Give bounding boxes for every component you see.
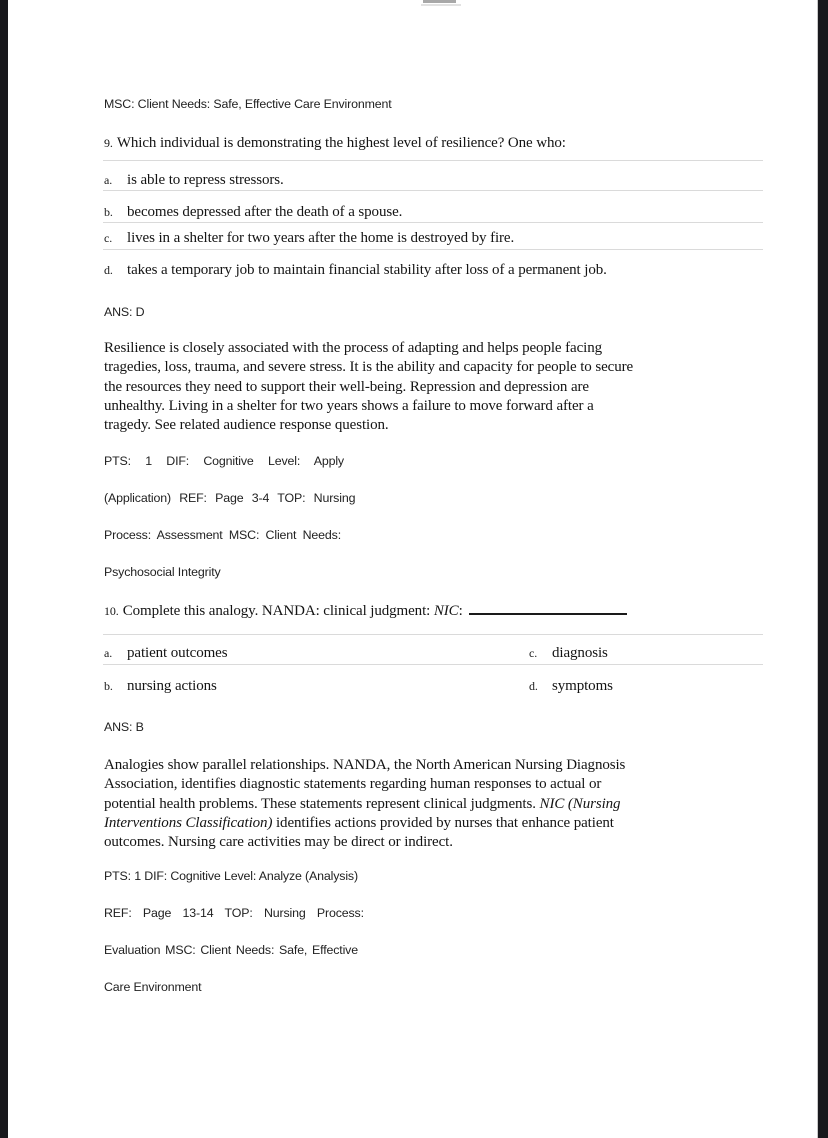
q9-option-d xyxy=(104,261,607,280)
rationale-segment: identifies actions provided by nurses that enhance patient xyxy=(272,814,614,831)
option-text: is able to repress stressors. xyxy=(127,172,284,188)
q10-meta-care: Care Environment xyxy=(104,980,202,994)
q10-meta-pts: PTS: 1 DIF: Cognitive Level: Analyze (Analysis) xyxy=(104,869,358,883)
q10-option-c xyxy=(529,644,608,663)
rationale-line: the resources they need to support their well-being. Repression and depression are xyxy=(104,378,589,395)
q10-question-italic: NIC xyxy=(433,603,459,619)
q9-option-c xyxy=(104,229,514,248)
q10-answer: ANS: B xyxy=(104,720,144,734)
option-text: takes a temporary job to maintain financial stability after loss of a permanent job. xyxy=(127,262,607,278)
option-letter: c. xyxy=(104,231,113,245)
answer-blank-line xyxy=(469,613,627,615)
rationale-line: Analogies show parallel relationships. NANDA, the North American Nursing Diagnosis xyxy=(104,757,626,773)
q9-rationale xyxy=(104,339,633,435)
divider xyxy=(103,160,763,161)
q10-meta-eval: Evaluation MSC: Client Needs: Safe, Effective xyxy=(104,943,358,957)
rationale-line: tragedies, loss, trauma, and severe stress. It is the ability and capacity for people to secure xyxy=(104,359,634,376)
q9-answer: ANS: D xyxy=(104,305,145,319)
option-letter: d. xyxy=(104,263,113,277)
option-text: nursing actions xyxy=(127,678,217,694)
divider xyxy=(103,190,763,191)
q9-meta-integrity: Psychosocial Integrity xyxy=(104,565,221,579)
rationale-line xyxy=(104,814,625,833)
page-top-artifact-shadow xyxy=(421,4,461,6)
rationale-line: Resilience is closely associated with the process of adapting and helps people facing xyxy=(104,340,603,356)
document-page xyxy=(8,0,818,1138)
q9-option-b xyxy=(104,203,402,222)
q10-question xyxy=(104,602,627,621)
option-letter: a. xyxy=(104,173,113,187)
rationale-segment-italic: NIC (Nursing xyxy=(539,795,621,812)
option-text: symptoms xyxy=(552,678,613,694)
rationale-line: tragedy. See related audience response question. xyxy=(104,417,389,434)
q9-meta-pts: PTS: 1 DIF: Cognitive Level: Apply xyxy=(104,454,344,468)
rationale-line: Association, identifies diagnostic statements regarding human responses to actual or xyxy=(104,776,602,793)
q9-question-text: Which individual is demonstrating the highest level of resilience? One who: xyxy=(116,135,566,151)
q9-option-a xyxy=(104,171,284,190)
rationale-line xyxy=(104,795,625,814)
option-text: becomes depressed after the death of a spouse. xyxy=(127,204,403,220)
viewer-frame-right xyxy=(817,0,828,1138)
q10-rationale xyxy=(104,756,625,852)
option-letter: d. xyxy=(529,679,538,693)
option-letter: c. xyxy=(529,646,538,660)
q9-msc-header: MSC: Client Needs: Safe, Effective Care Environment xyxy=(104,97,392,111)
divider xyxy=(103,249,763,250)
option-letter: b. xyxy=(104,679,113,693)
viewer-frame-left xyxy=(0,0,8,1138)
page-top-artifact xyxy=(423,0,456,3)
rationale-line: unhealthy. Living in a shelter for two years shows a failure to move forward after a xyxy=(104,397,594,414)
q9-number: 9. xyxy=(104,136,113,150)
q10-options-row-1 xyxy=(104,644,818,663)
option-text: lives in a shelter for two years after the home is destroyed by fire. xyxy=(127,230,515,246)
rationale-segment: potential health problems. These statements represent clinical judgments. xyxy=(104,795,540,812)
option-letter: b. xyxy=(104,205,113,219)
q10-question-text: Complete this analogy. NANDA: clinical judgment: xyxy=(122,603,434,619)
q10-number: 10. xyxy=(104,604,119,618)
rationale-segment-italic: Interventions Classification) xyxy=(104,814,273,831)
q9-meta-ref: (Application) REF: Page 3-4 TOP: Nursing xyxy=(104,491,356,505)
rationale-line: outcomes. Nursing care activities may be direct or indirect. xyxy=(104,834,453,851)
q10-options-row-2 xyxy=(104,677,818,696)
q10-meta-ref: REF: Page 13-14 TOP: Nursing Process: xyxy=(104,906,364,920)
option-letter: a. xyxy=(104,646,113,660)
option-text: diagnosis xyxy=(552,645,608,661)
q10-option-d xyxy=(529,677,613,696)
q9-meta-process: Process: Assessment MSC: Client Needs: xyxy=(104,528,341,542)
option-text: patient outcomes xyxy=(127,645,228,661)
q10-question-colon: : xyxy=(458,603,467,619)
q9-question xyxy=(104,134,566,153)
divider xyxy=(103,634,763,635)
divider xyxy=(103,222,763,223)
divider xyxy=(103,664,763,665)
